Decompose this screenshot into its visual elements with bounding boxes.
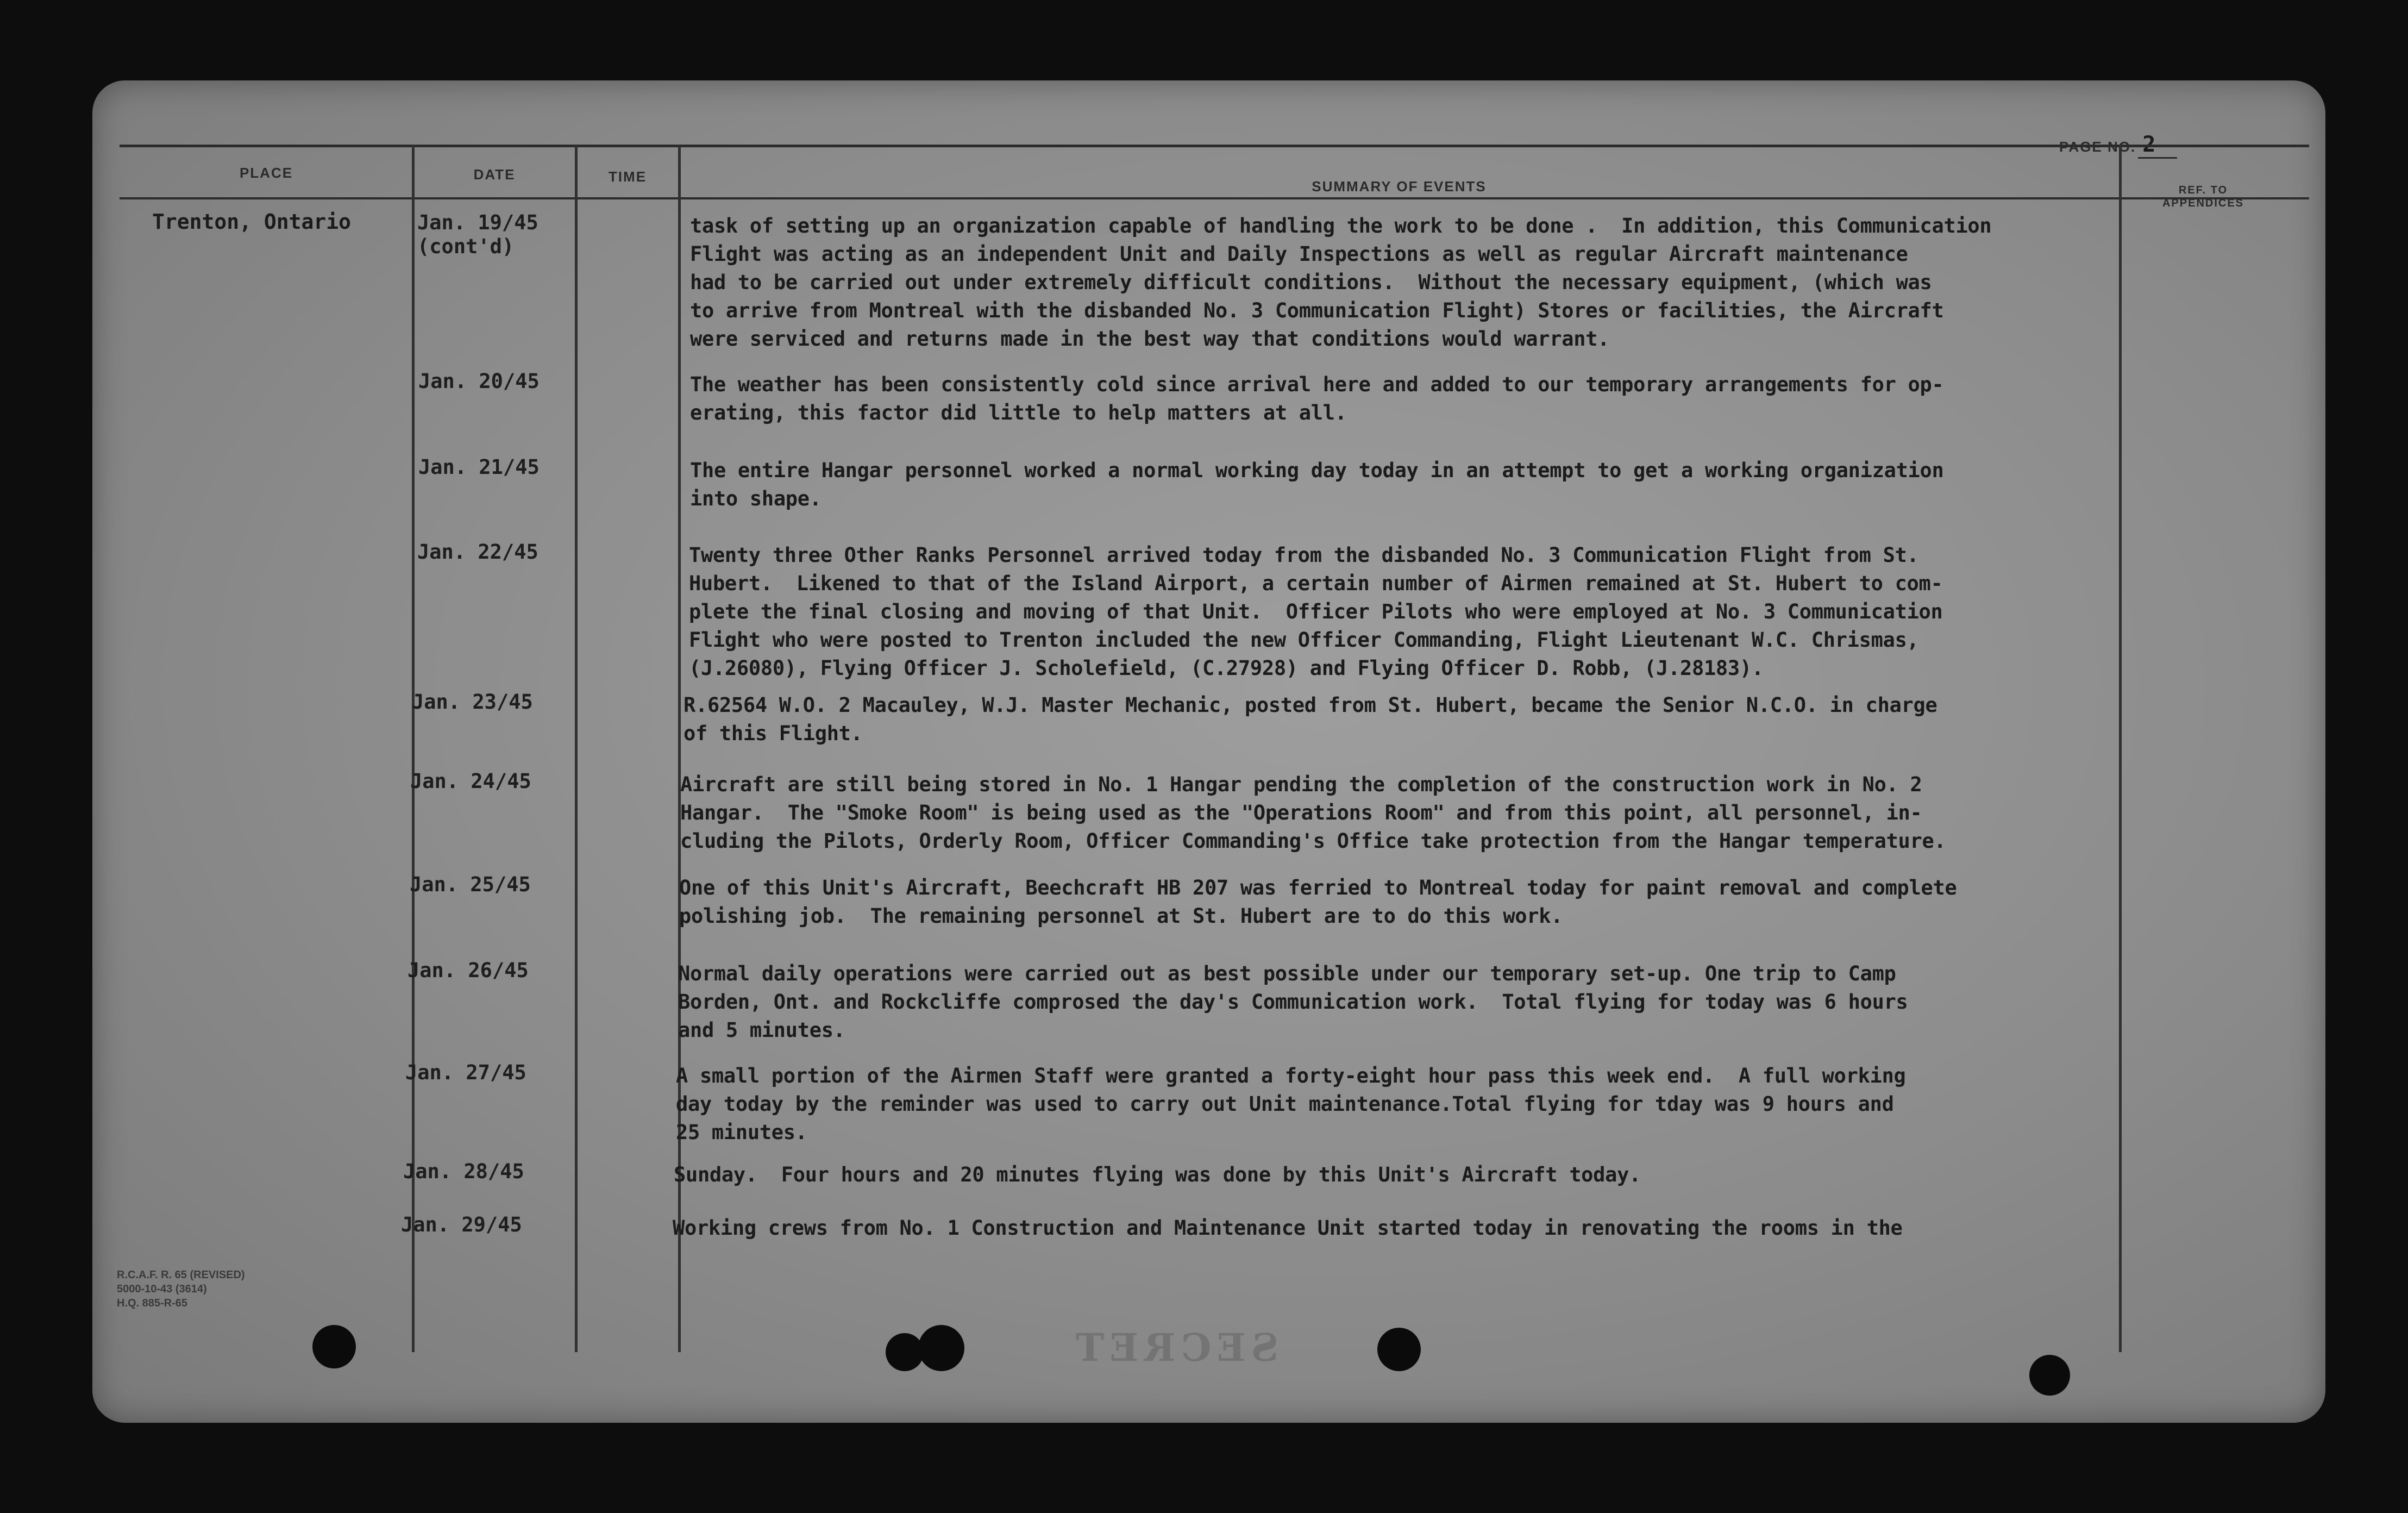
entry-date: Jan. 29/45 (401, 1213, 522, 1236)
entry-date: Jan. 27/45 (405, 1061, 526, 1084)
entry-summary: Working crews from No. 1 Construction and Maintenance Unit started today in renovating the rooms in the (673, 1216, 1903, 1240)
header-ref-line1: REF. TO (2178, 184, 2228, 196)
header-summary: SUMMARY OF EVENTS (1312, 178, 1487, 195)
divider-date-time (575, 146, 578, 1352)
header-bottom-rule (120, 197, 2309, 199)
entry-summary: One of this Unit's Aircraft, Beechcraft HB 207 was ferried to Montreal today for paint removal and complete polishing job. The remaining personnel at St. Hubert are to do this work. (679, 876, 1957, 928)
entry-summary: Sunday. Four hours and 20 minutes flying was done by this Unit's Aircraft today. (674, 1163, 1641, 1186)
entry-summary: Normal daily operations were carried out as best possible under our temporary set-up. One trip to Camp Borden, Ont. and Rockcliffe comprosed the day's Communication work. Total flying for today was 6 hours and 5 minutes. (678, 962, 1908, 1042)
punch-hole (2029, 1355, 2070, 1396)
form-code: R.C.A.F. R. 65 (REVISED) 5000-10-43 (3614) H.Q. 885-R-65 (117, 1269, 245, 1309)
entry-date: Jan. 20/45 (418, 370, 540, 393)
entry-date: Jan. 21/45 (418, 455, 540, 479)
entry-summary: The entire Hangar personnel worked a normal working day today in an attempt to get a working organization into shape. (690, 459, 1944, 510)
header-time: TIME (608, 168, 647, 185)
entry-summary: The weather has been consistently cold since arrival here and added to our temporary arrangements for op- erating, this factor did little to help matters at all. (690, 373, 1944, 424)
header-date: DATE (473, 166, 516, 183)
entry-summary: task of setting up an organization capable of handling the work to be done . In addition, this Communication Flight was acting as an independent Unit and Daily Inspections as well as regular Aircraft maintenance had to be carried out under extremely difficult conditions. Without the necessary equipment, (which was to arrive from Montreal with the disbanded No. 3 Communication Flight) Stores or facilities, the Aircraft were serviced and returns made in the best way that conditions would warrant. (690, 214, 1992, 351)
entry-date: Jan. 23/45 (412, 690, 533, 714)
punch-hole (918, 1325, 964, 1371)
header-ref-appendices (2122, 184, 2285, 210)
record-card (92, 80, 2325, 1423)
entry-date: Jan. 22/45 (417, 540, 538, 564)
entry-date: Jan. 24/45 (410, 770, 531, 793)
header-place: PLACE (239, 165, 293, 181)
header-top-rule (120, 145, 2309, 147)
entry-summary: Twenty three Other Ranks Personnel arrived today from the disbanded No. 3 Communication Flight from St. Hubert. Likened to that of the Island Airport, a certain number of Airmen remained at St. Hubert to com- plete the final closing and moving of that Unit. Officer Pilots who were employed at No. 3 Communication Flight who were posted to Trenton included the new Officer Commanding, Flight Lieutenant W.C. Chrismas, (J.26080), Flying Officer J. Scholefield, (C.27928) and Flying Officer D. Robb, (J.28183). (689, 543, 1943, 680)
punch-hole (1377, 1328, 1421, 1371)
punch-hole (886, 1333, 924, 1371)
header-ref-line2: APPENDICES (2162, 197, 2244, 209)
entry-date: Jan. 26/45 (407, 959, 529, 982)
entry-date: Jan. 19/45 (cont'd) (417, 211, 538, 258)
entry-summary: Aircraft are still being stored in No. 1 Hangar pending the completion of the construction work in No. 2 Hangar. The "Smoke Room" is being used as the "Operations Room" and from this point, all personnel, in- cluding the Pilots, Orderly Room, Officer Commanding's Office take protection from the Hangar temperature. (680, 773, 1946, 853)
entry-summary: R.62564 W.O. 2 Macauley, W.J. Master Mechanic, posted from St. Hubert, became the Senior N.C.O. in charge of this Flight. (683, 693, 1937, 745)
punch-hole (312, 1325, 356, 1368)
entry-date: Jan. 25/45 (410, 873, 531, 896)
divider-summary-ref (2119, 146, 2122, 1352)
entry-summary: A small portion of the Airmen Staff were granted a forty-eight hour pass this week end. A full working day today by the reminder was used to carry out Unit maintenance.Total flying for tday was 9 hours and 25 minutes. (676, 1064, 1906, 1144)
entry-date: Jan. 28/45 (403, 1160, 524, 1183)
place-cell: Trenton, Ontario (152, 210, 352, 234)
faded-stamp: SECRET (1070, 1325, 1279, 1370)
